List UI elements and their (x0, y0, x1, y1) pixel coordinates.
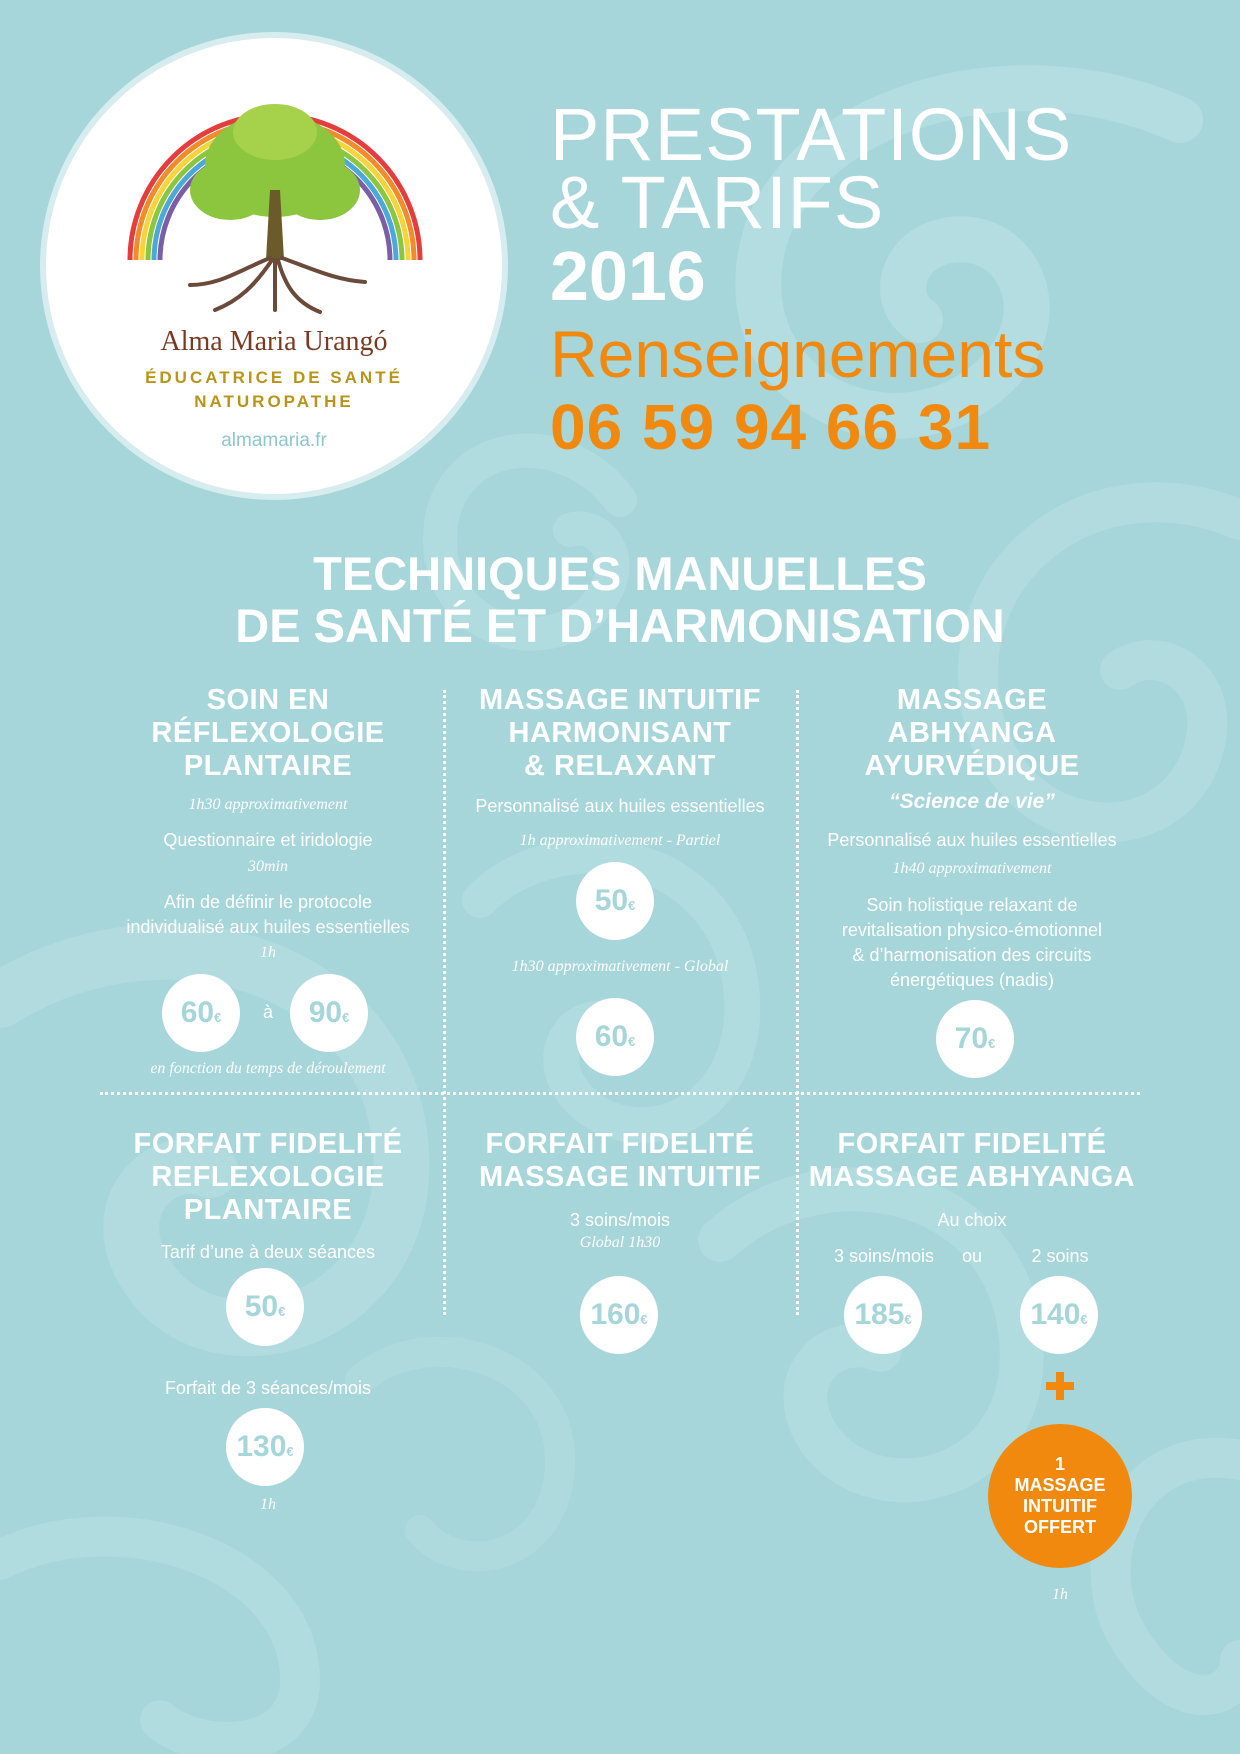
col1-title-line3: PLANTAIRE (183, 750, 353, 782)
col2-title-line3: & RELAXANT (524, 750, 716, 782)
col6-option2-label: 2 soins (1031, 1246, 1089, 1266)
col3-price: 70€ (936, 1000, 1014, 1078)
col3-body-line3: & d’harmonisation des circuits (852, 945, 1092, 965)
header-title-line2: & TARIFS (550, 161, 885, 244)
offer-line4: OFFERT (1024, 1517, 1096, 1537)
col6-title-line1: FORFAIT FIDELITÉ (837, 1128, 1107, 1160)
brand-url[interactable]: almamaria.fr (221, 430, 327, 451)
col6-price2: 140€ (1020, 1276, 1098, 1354)
offer-duration: 1h (1052, 1586, 1068, 1603)
header-info-label: Renseignements (550, 317, 1046, 391)
col2-price1: 50€ (576, 862, 654, 940)
col3-body-line2: revitalisation physico-émotionnel (841, 920, 1103, 940)
col1-duration: 1h30 approximativement (188, 796, 348, 813)
col4-label1: Tarif d’une à deux séances (160, 1242, 376, 1262)
offer-badge (988, 1424, 1132, 1568)
offer-line1: 1 (1054, 1454, 1065, 1474)
col1-desc-duration: 1h (260, 944, 276, 961)
col3-duration: 1h40 approximativement (892, 860, 1052, 877)
col6-option1-label: 3 soins/mois (833, 1246, 935, 1266)
col2-desc: Personnalisé aux huiles essentielles (475, 796, 765, 816)
col2-option2: 1h30 approximativement - Global (511, 958, 729, 975)
col1-questionnaire: Questionnaire et iridologie (163, 830, 373, 850)
col5-label: 3 soins/mois (569, 1210, 671, 1230)
col4-price1: 50€ (226, 1268, 304, 1346)
col1-desc-line1: Afin de définir le protocole (163, 892, 373, 912)
col5-price: 160€ (580, 1276, 658, 1354)
col4-duration: 1h (260, 1496, 276, 1513)
col1-title-line2: RÉFLEXOLOGIE (151, 717, 385, 749)
section-title-line1: TECHNIQUES MANUELLES (313, 547, 927, 600)
col2-option1: 1h approximativement - Partiel (519, 832, 721, 849)
col3-body-line4: énergétiques (nadis) (889, 970, 1055, 990)
separator-horizontal (100, 1092, 1140, 1095)
col6-title-line2: MASSAGE ABHYANGA (808, 1161, 1136, 1193)
header-title-line1: PRESTATIONS (550, 93, 1073, 176)
plus-icon (1046, 1372, 1074, 1400)
col3-title-line3: AYURVÉDIQUE (864, 750, 1080, 782)
col3-body-line1: Soin holistique relaxant de (866, 895, 1078, 915)
section-title-line2: DE SANTÉ ET D’HARMONISATION (235, 599, 1005, 652)
col5-title-line2: MASSAGE INTUITIF (479, 1161, 761, 1193)
col1-questionnaire-duration: 30min (248, 858, 288, 875)
brand-name: Alma Maria Urangó (160, 326, 388, 357)
offer-line3: INTUITIF (1023, 1496, 1097, 1516)
col3-title-line1: MASSAGE (896, 684, 1048, 716)
col1-price-connector: à (262, 1002, 273, 1022)
col3-desc: Personnalisé aux huiles essentielles (827, 830, 1117, 850)
col4-price2: 130€ (226, 1408, 304, 1486)
col1-price-max: 90€ (290, 974, 368, 1052)
col1-note: en fonction du temps de déroulement (150, 1060, 386, 1077)
col1-title-line1: SOIN EN (206, 684, 330, 716)
col4-label2: Forfait de 3 séances/mois (164, 1378, 372, 1398)
col6-choice: Au choix (937, 1210, 1007, 1230)
col1-price-min: 60€ (162, 974, 240, 1052)
brand-subtitle-naturopathe: NATUROPATHE (194, 392, 354, 411)
header-phone[interactable]: 06 59 94 66 31 (550, 391, 992, 463)
col3-quote: “Science de vie” (889, 790, 1055, 813)
col4-title-line3: PLANTAIRE (183, 1194, 353, 1226)
col2-title-line1: MASSAGE INTUITIF (479, 684, 761, 716)
col6-price1: 185€ (844, 1276, 922, 1354)
col4-title-line1: FORFAIT FIDELITÉ (133, 1128, 403, 1160)
col6-connector: ou (961, 1246, 983, 1266)
col3-title-line2: ABHYANGA (887, 717, 1057, 749)
header-year: 2016 (550, 237, 706, 315)
brand-subtitle-educatrice: ÉDUCATRICE DE SANTÉ (145, 368, 403, 387)
col5-title-line1: FORFAIT FIDELITÉ (485, 1128, 755, 1160)
col2-price2: 60€ (576, 998, 654, 1076)
col4-title-line2: REFLEXOLOGIE (151, 1161, 385, 1193)
col5-sub: Global 1h30 (579, 1234, 661, 1251)
col2-title-line2: HARMONISANT (508, 717, 732, 749)
col1-desc-line2: individualisé aux huiles essentielles (126, 917, 410, 937)
rainbow-tree-logo (120, 70, 430, 330)
offer-line2: MASSAGE (1014, 1475, 1106, 1495)
